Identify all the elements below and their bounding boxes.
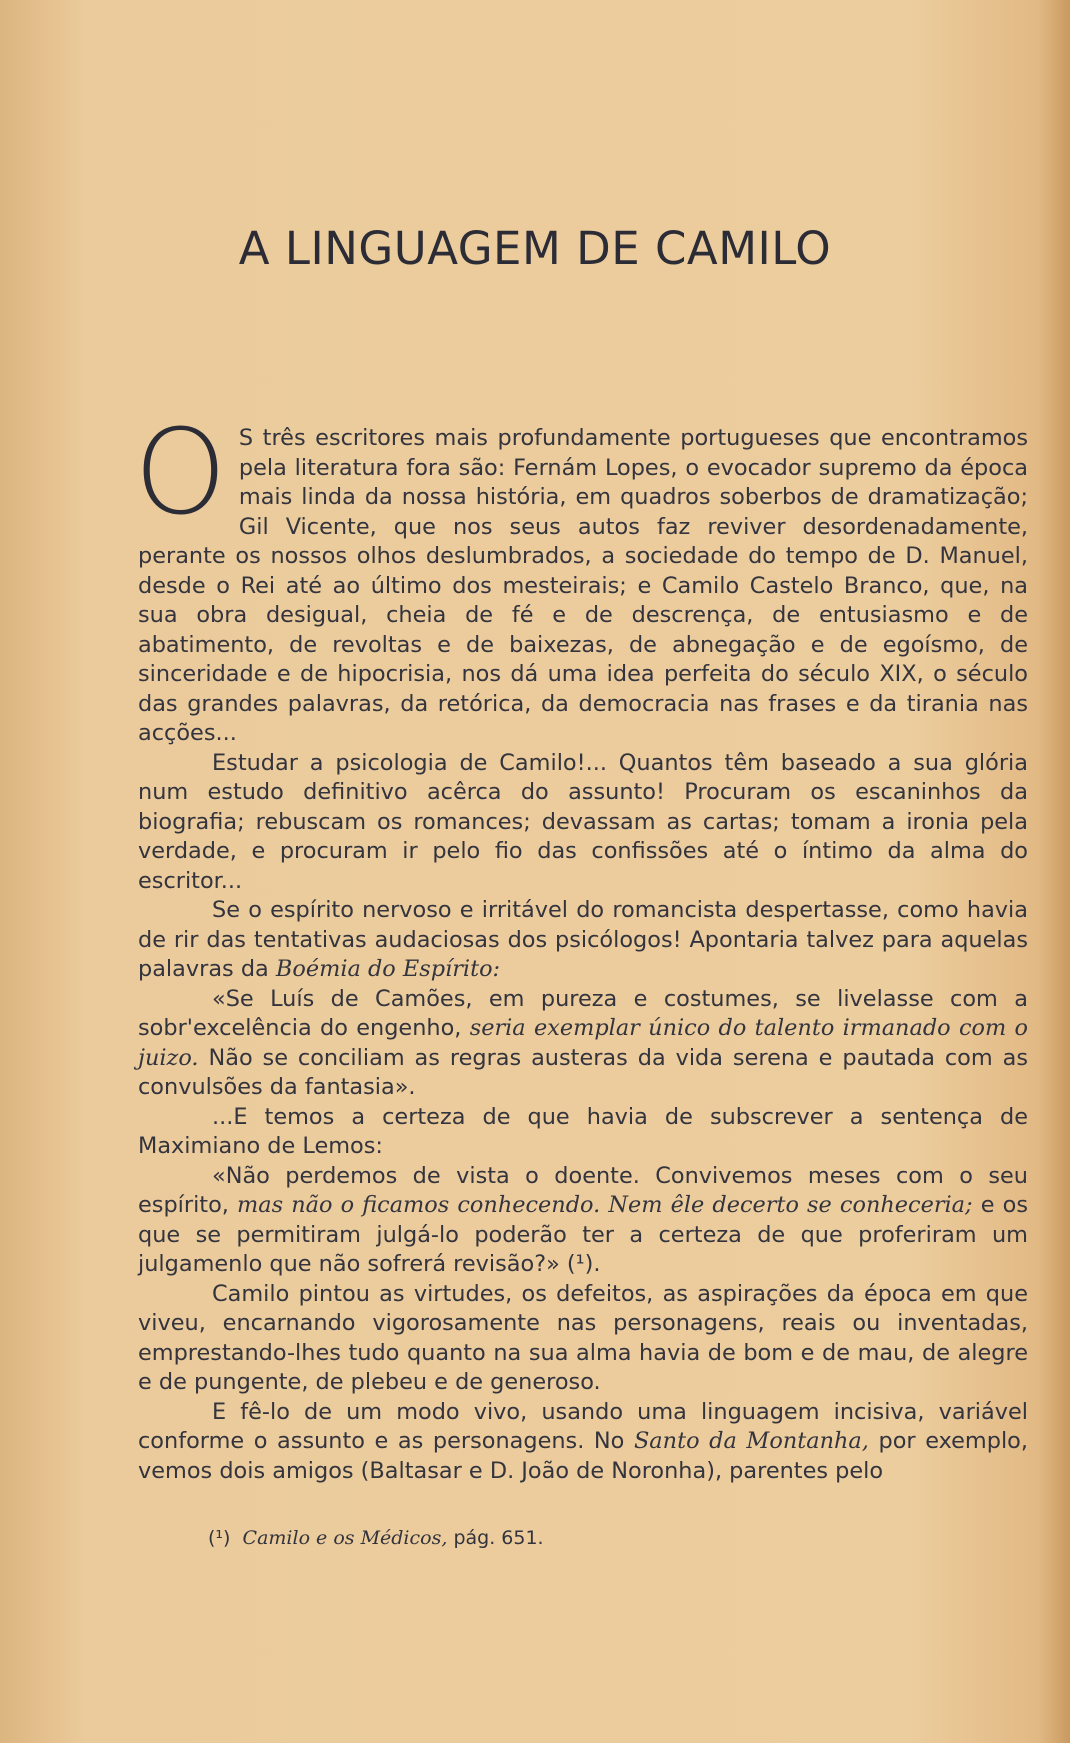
footnote-page: pág. 651. [453, 1527, 544, 1549]
paragraph-2: Estudar a psicologia de Camilo!... Quantos têm baseado a sua glória num estudo definitivo acêrca do assunto! Procuram os escaninhos da biografia; rebuscam os romances; devassam as cartas; tomam a ironia pela verdade, e procuram ir pelo fio das confissões até o íntimo da alma do escritor... [138, 749, 1028, 894]
quote-camoes-b: Não se conciliam as regras austeras da vida serena e pautada com as convulsões da fantasia». [138, 1044, 1028, 1100]
paragraph-3-text: Se o espírito nervoso e irritável do romancista despertasse, como havia de rir das tentativas audaciosas dos psicólogos! Apontaria talvez para aquelas palavras da [138, 897, 1028, 982]
quote-camoes-italic: seria exemplar único do talento irmanado com o juizo. [138, 1015, 1028, 1071]
paragraph-1 [134, 403, 1028, 749]
body-text [134, 403, 1029, 1486]
paragraph-1-text: S três escritores mais profundamente portugueses que encontramos pela literatura fora são: Fernám Lopes, o evocador supremo da época mais linda da nossa história, em quadros soberbos de dramatização; Gil Vicente, que nos seus autos faz reviver desordenadamente, perante os nossos olhos deslumbrados, a sociedade do tempo de D. Manuel, desde o Rei até ao último dos mesteirais; e Camilo Castelo Branco, que, na sua obra desigual, cheia de fé e de descrença, de entusiasmo e de abatimento, de revoltas e de baixezas, de abnegação e de egoísmo, de sinceridade e de hipocrisia, nos dá uma idea perfeita do século XIX, o século das grandes palavras, da retórica, da democracia nas frases e da tirania nas acções... [138, 425, 1028, 746]
paragraph-8 [138, 1398, 1028, 1487]
paragraph-8-a: E fê-lo de um modo vivo, usando uma linguagem incisiva, variável conforme o assunto e as personagens. No [138, 1398, 1028, 1454]
footnote-mark: (¹) [208, 1527, 231, 1549]
paragraph-8-b: por exemplo, vemos dois amigos (Baltasar e D. João de Noronha), parentes pelo [138, 1428, 1028, 1484]
quote-lemos-a: «Não perdemos de vista o doente. Convivemos meses com o seu espírito, [138, 1162, 1028, 1218]
drop-cap: O [134, 403, 227, 541]
chapter-title: A LINGUAGEM DE CAMILO [238, 222, 832, 275]
paragraph-3-italic: Boémia do Espírito: [275, 956, 501, 982]
quote-camoes [138, 985, 1028, 1103]
paragraph-7: Camilo pintou as virtudes, os defeitos, as aspirações da época em que viveu, encarnando vigorosamente nas personagens, reais ou inventadas, emprestando-lhes tudo quanto na sua alma havia de bom e de mau, de alegre e de pungente, de plebeu e de generoso. [138, 1280, 1028, 1395]
paragraph-8-italic: Santo da Montanha, [633, 1428, 869, 1454]
footnote [208, 1527, 544, 1549]
footnote-source: Camilo e os Médicos, [242, 1527, 448, 1549]
paragraph-5: ...E temos a certeza de que havia de subscrever a sentença de Maximiano de Lemos: [138, 1103, 1028, 1159]
quote-lemos [138, 1162, 1028, 1280]
paragraph-3 [138, 896, 1028, 985]
quote-lemos-b: e os que se permitiram julgá-lo poderão ter a certeza de que proferiram um julgamenlo que não sofrerá revisão?» (¹). [138, 1192, 1029, 1277]
quote-lemos-italic: mas não o ficamos conhecendo. Nem êle decerto se conheceria; [237, 1192, 973, 1218]
quote-camoes-a: «Se Luís de Camões, em pureza e costumes, se livelasse com a sobr'excelência do engenho, [138, 985, 1028, 1041]
